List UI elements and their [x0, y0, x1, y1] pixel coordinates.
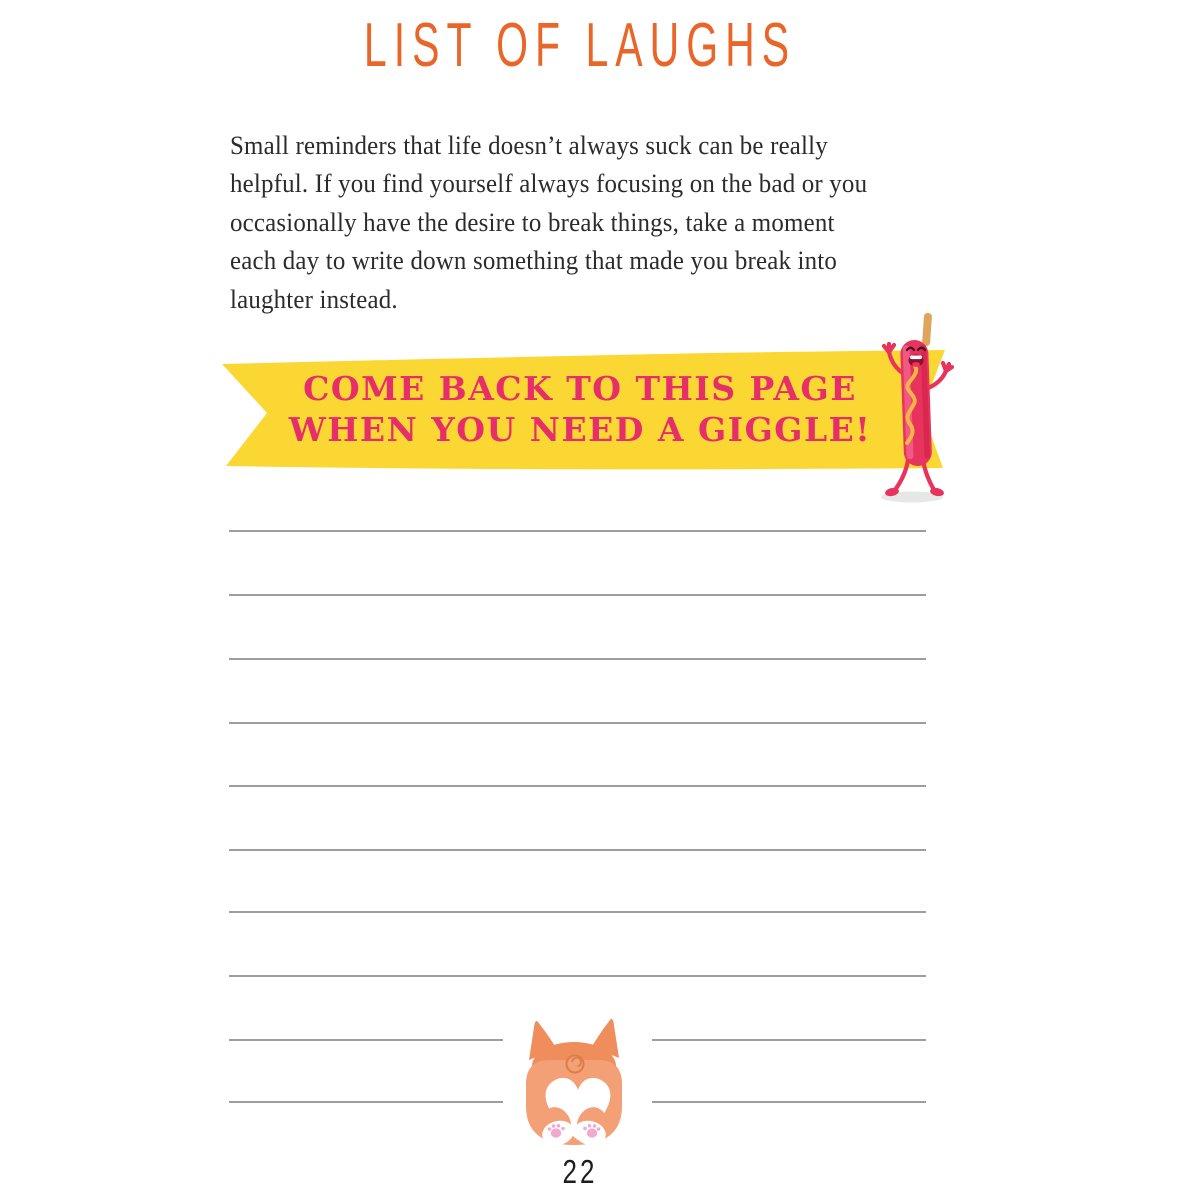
writing-line [652, 1101, 926, 1103]
banner-text-line2: WHEN YOU NEED A GIGGLE! [288, 410, 872, 449]
page-title: LIST OF LAUGHS [363, 10, 797, 80]
writing-line [229, 594, 926, 596]
intro-line: Small reminders that life doesn’t always suck can be really [230, 130, 828, 160]
intro-line: occasionally have the desire to break things, take a moment [230, 206, 835, 237]
writing-line [652, 1039, 926, 1041]
intro-line: helpful. If you find yourself always focusing on the bad or you [230, 168, 868, 199]
banner-text [230, 368, 930, 450]
writing-line [229, 1039, 503, 1041]
writing-line [229, 785, 926, 787]
writing-line [229, 1101, 503, 1103]
intro-line: laughter instead. [230, 283, 398, 314]
writing-line [229, 722, 926, 724]
corndog-character-icon [850, 300, 960, 505]
page-number: 22 [562, 1152, 598, 1191]
intro-line: each day to write down something that made you break into [230, 245, 838, 276]
intro-paragraph [230, 126, 944, 318]
banner-text-line1: COME BACK TO THIS PAGE [303, 369, 857, 408]
writing-line [229, 975, 926, 977]
writing-line [229, 911, 926, 913]
writing-line [229, 658, 926, 660]
corndog-stick [922, 313, 932, 346]
writing-line [229, 849, 926, 851]
writing-line [229, 530, 926, 532]
corgi-butt-heart-icon [520, 1012, 635, 1152]
